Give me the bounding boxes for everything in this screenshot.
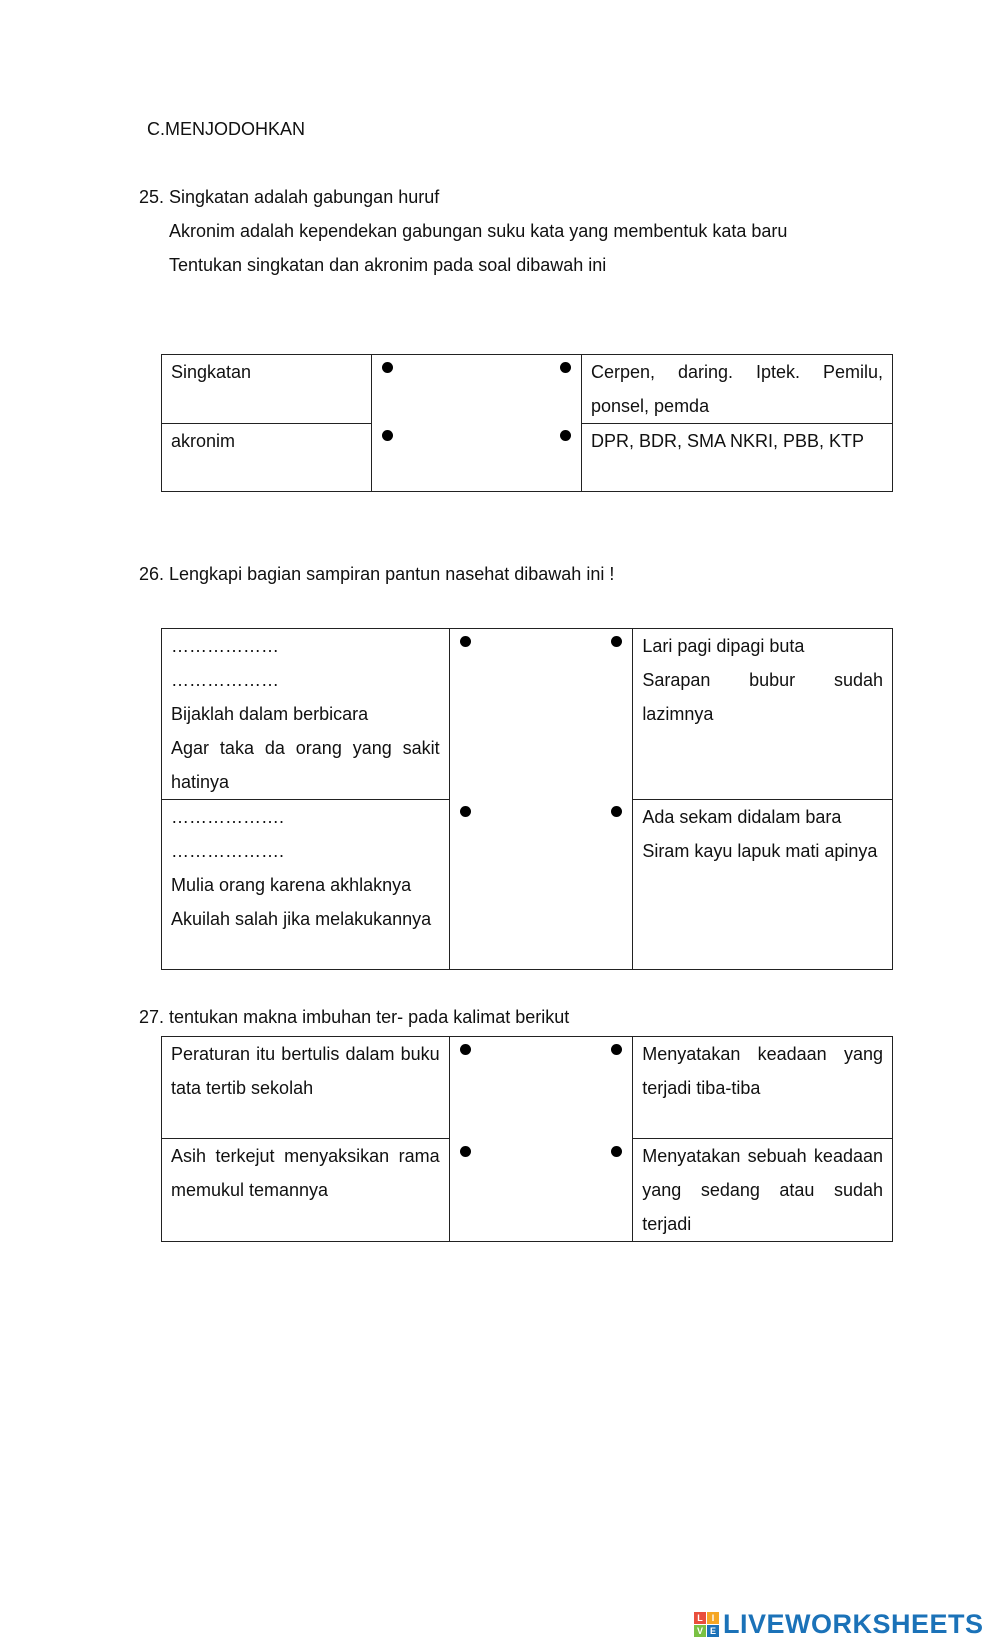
left-cell [162,800,450,970]
right-match-dot[interactable] [611,1044,622,1055]
pantun-line: Mulia orang karena akhlaknya [171,875,412,895]
question-27: 27. tentukan makna imbuhan ter- pada kalimat berikut [139,1007,570,1027]
left-match-dot[interactable] [460,636,471,647]
left-match-dot[interactable] [460,1044,471,1055]
logo-mark-letter: V [694,1625,706,1637]
right-match-dot[interactable] [611,636,622,647]
pantun-line: Siram kayu lapuk mati apinya [642,841,878,861]
matching-table-25 [161,354,893,492]
match-column [449,629,633,970]
logo-mark-icon [694,1612,719,1637]
right-cell: DPR, BDR, SMA NKRI, PBB, KTP [582,424,893,492]
left-cell [162,629,450,800]
left-match-dot[interactable] [382,362,393,373]
question-25-line3: Tentukan singkatan dan akronim pada soal dibawah ini [169,255,607,275]
pantun-line: Ada sekam didalam bara [642,807,842,827]
matching-table-26 [161,628,893,970]
logo-mark-letter: E [707,1625,719,1637]
pantun-line: ……………… [171,636,279,656]
right-cell [633,629,893,800]
question-26 [139,557,614,591]
pantun-line: Agar taka da orang yang sakit hatinya [171,738,440,792]
matching-table-27 [161,1036,893,1242]
right-cell [633,800,893,970]
question-text: Lengkapi bagian sampiran pantun nasehat dibawah ini ! [169,564,615,584]
left-match-dot[interactable] [382,430,393,441]
question-number: 25. [139,187,165,207]
right-cell: Cerpen, daring. Iptek. Pemilu, ponsel, pemda [582,355,893,424]
question-25-line2: Akronim adalah kependekan gabungan suku kata yang membentuk kata baru [169,221,788,241]
left-cell: Peraturan itu bertulis dalam buku tata tertib sekolah [162,1037,450,1139]
right-match-dot[interactable] [611,1146,622,1157]
left-cell: Asih terkejut menyaksikan rama memukul temannya [162,1139,450,1242]
question-25-line1 [139,180,439,214]
section-title: C.MENJODOHKAN [147,119,306,139]
logo-mark-letter: L [694,1612,706,1624]
right-match-dot[interactable] [560,362,571,373]
left-cell: Singkatan [162,355,372,424]
question-text: Singkatan adalah gabungan huruf [169,187,440,207]
pantun-line: ………………. [171,841,285,861]
logo-mark-letter: I [707,1612,719,1624]
left-cell: akronim [162,424,372,492]
right-match-dot[interactable] [611,806,622,817]
left-match-dot[interactable] [460,806,471,817]
pantun-line: Sarapan bubur sudah lazimnya [642,670,883,724]
table-row [162,355,893,424]
table-row [162,629,893,800]
logo-text: LIVEWORKSHEETS [723,1608,984,1639]
liveworksheets-logo [694,1608,984,1640]
question-number: 26. [139,564,165,584]
pantun-line: Akuilah salah jika melakukannya [171,909,432,929]
right-match-dot[interactable] [560,430,571,441]
left-match-dot[interactable] [460,1146,471,1157]
match-column [449,1037,633,1242]
right-cell: Menyatakan keadaan yang terjadi tiba-tiba [633,1037,893,1139]
table-row [162,1037,893,1139]
pantun-line: Bijaklah dalam berbicara [171,704,369,724]
match-column [372,355,582,492]
pantun-line: ……………… [171,670,279,690]
pantun-line: ………………. [171,807,285,827]
pantun-line: Lari pagi dipagi buta [642,636,805,656]
right-cell: Menyatakan sebuah keadaan yang sedang atau sudah terjadi [633,1139,893,1242]
